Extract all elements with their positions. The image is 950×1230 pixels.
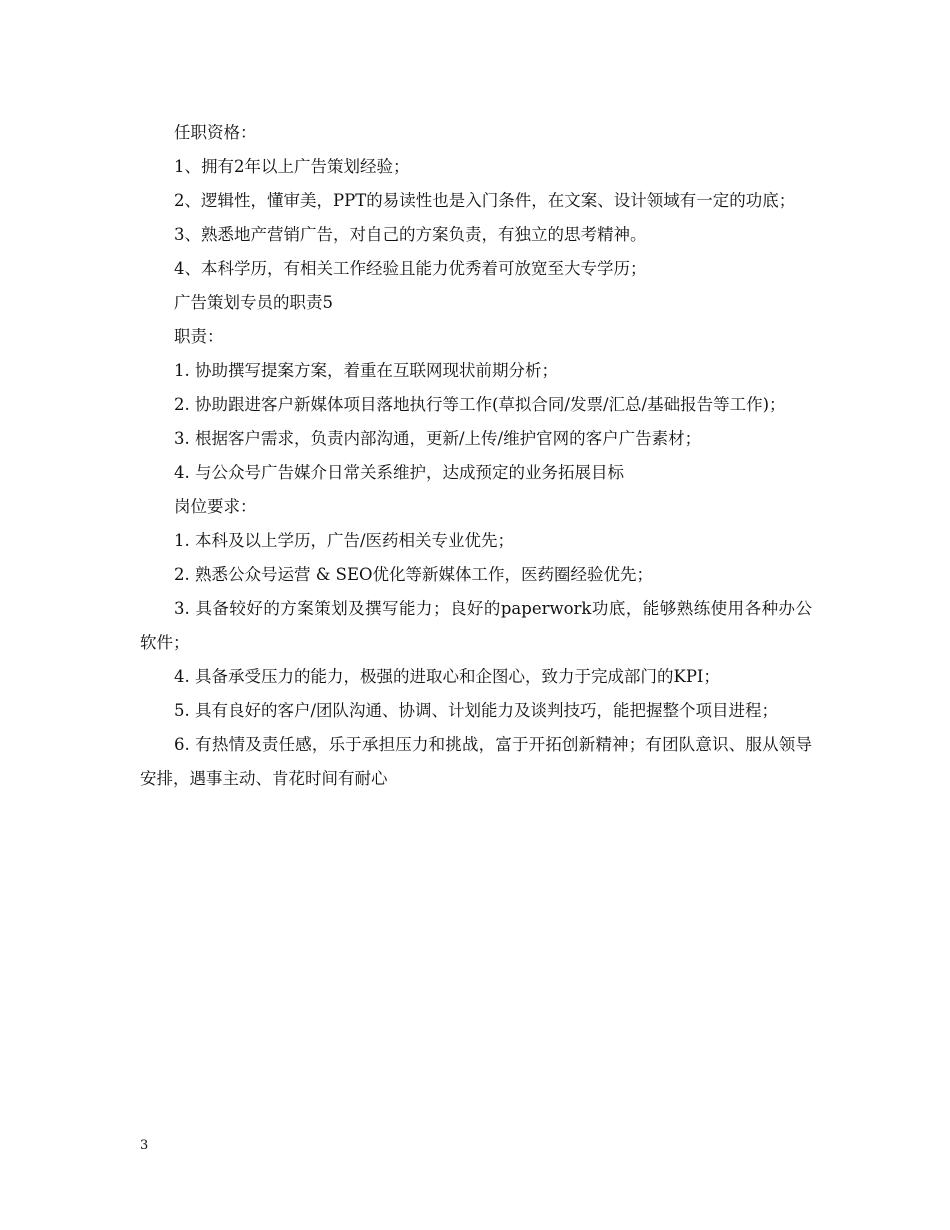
requirement-item: 5. 具有良好的客户/团队沟通、协调、计划能力及谈判技巧，能把握整个项目进程； [174,701,779,720]
requirement-item: 1. 本科及以上学历，广告/医药相关专业优先； [174,531,515,550]
qualification-item: 1、拥有2年以上广告策划经验； [174,157,410,176]
section-heading-requirements: 岗位要求： [174,497,257,516]
duty-item: 4. 与公众号广告媒介日常关系维护，达成预定的业务拓展目标 [174,463,624,482]
duty-item: 3. 根据客户需求，负责内部沟通，更新/上传/维护官网的客户广告素材； [174,429,702,448]
requirement-item: 3. 具备较好的方案策划及撰写能力；良好的paperwork功底，能够熟练使用各种办公软件； [140,599,812,652]
requirement-item: 2. 熟悉公众号运营 & SEO优化等新媒体工作，医药圈经验优先； [174,565,654,584]
document-body [140,116,812,796]
qualification-item: 3、熟悉地产营销广告，对自己的方案负责，有独立的思考精神。 [174,225,647,244]
requirement-item: 6. 有热情及责任感，乐于承担压力和挑战，富于开拓创新精神；有团队意识、服从领导安排，遇事主动、肯花时间有耐心 [140,735,812,788]
duty-item: 2. 协助跟进客户新媒体项目落地执行等工作(草拟合同/发票/汇总/基础报告等工作)； [174,395,786,414]
duty-item: 1. 协助撰写提案方案，着重在互联网现状前期分析； [174,361,558,380]
section-heading-qualifications: 任职资格： [174,123,257,142]
section-heading-duties: 职责： [174,327,224,346]
qualification-item: 2、逻辑性，懂审美，PPT的易读性也是入门条件，在文案、设计领域有一定的功底； [174,191,796,210]
section-title: 广告策划专员的职责5 [174,293,333,312]
requirement-item: 4. 具备承受压力的能力，极强的进取心和企图心，致力于完成部门的KPI； [174,667,720,686]
qualification-item: 4、本科学历，有相关工作经验且能力优秀着可放宽至大专学历； [174,259,647,278]
page-number: 3 [140,1138,149,1153]
